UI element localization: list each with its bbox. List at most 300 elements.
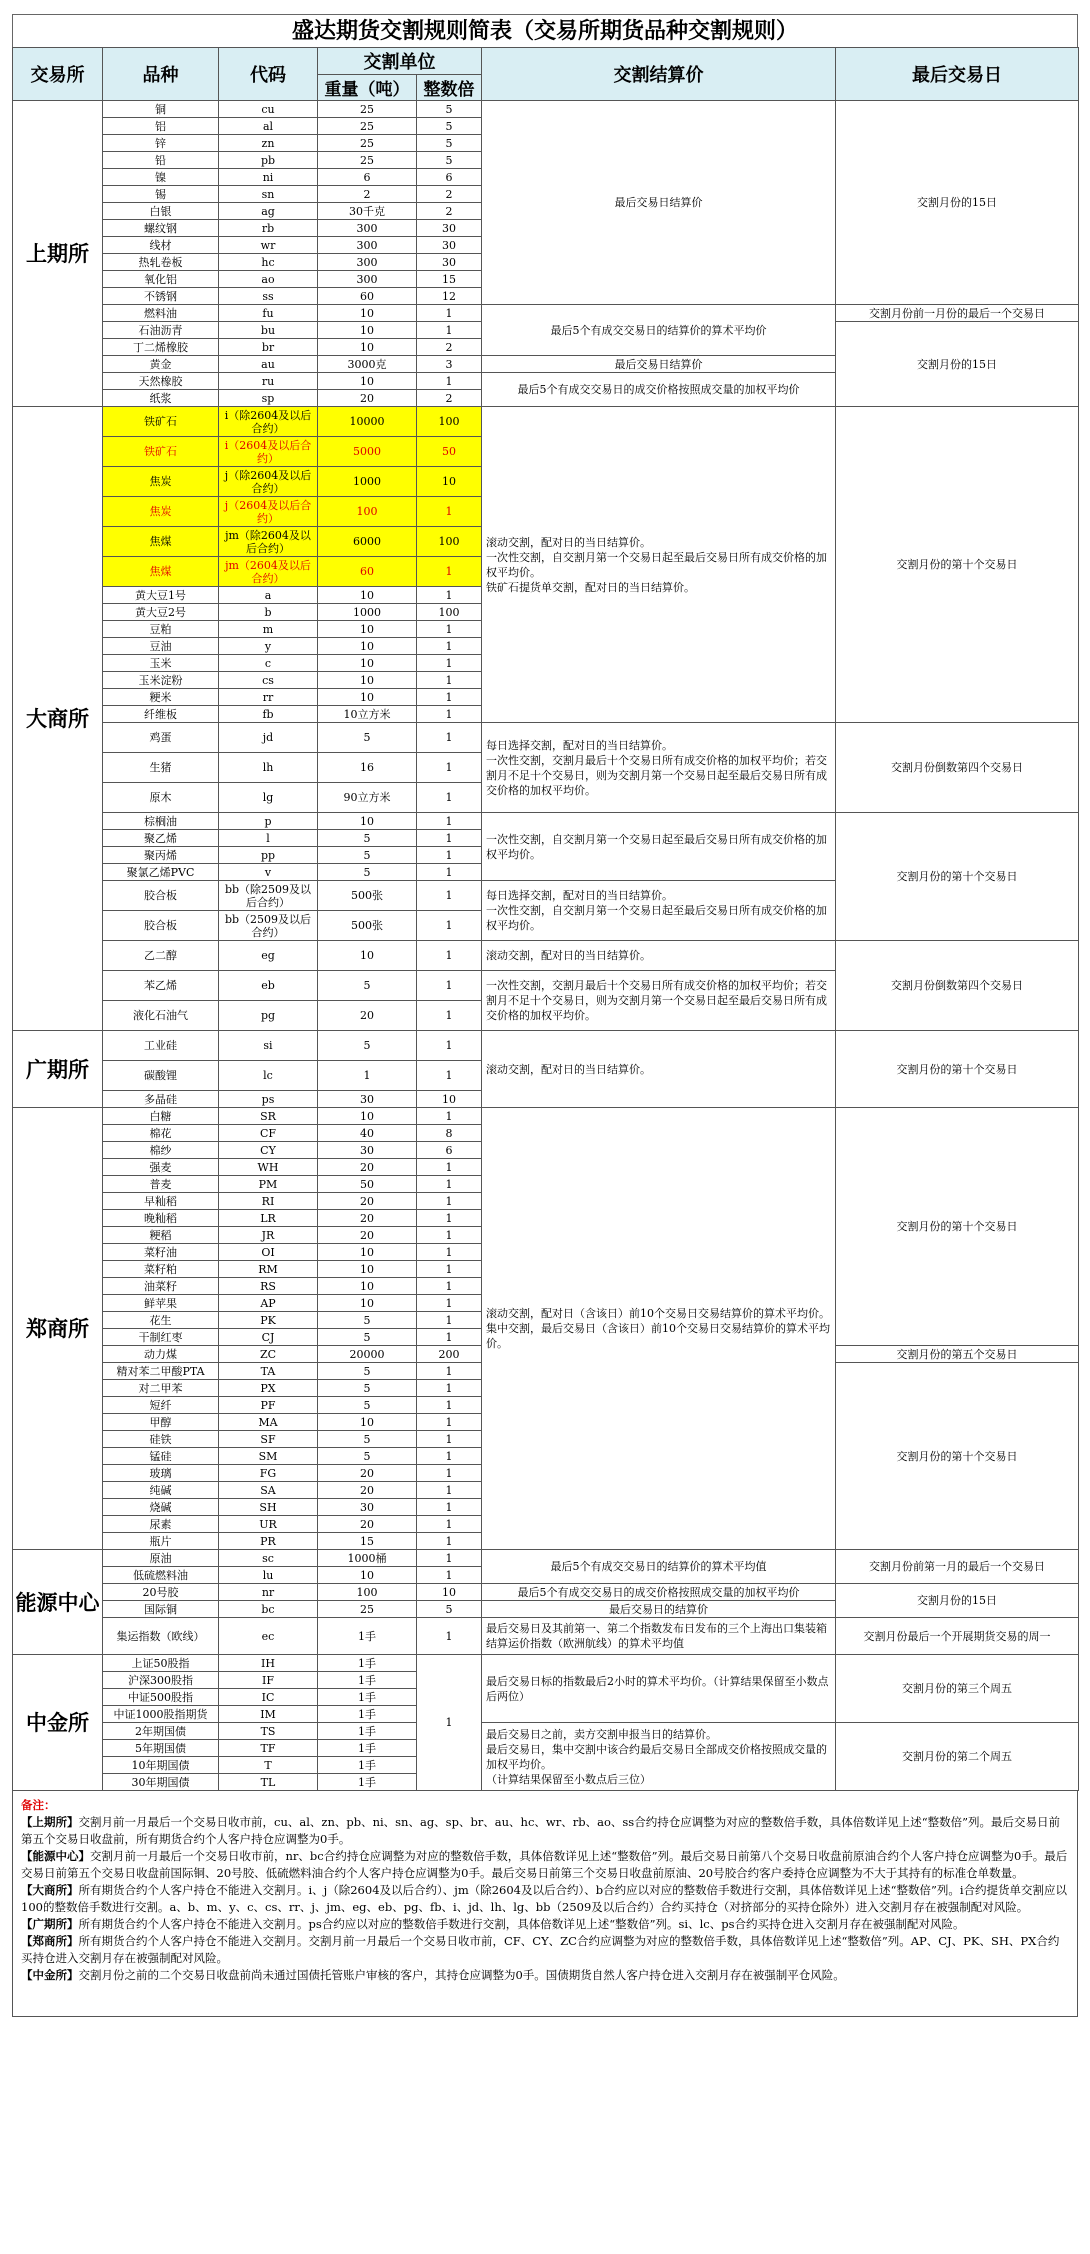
code-cell: RS (219, 1278, 318, 1295)
variety-cell: 焦炭 (103, 497, 219, 527)
note-tag: 【中金所】 (21, 1968, 79, 1982)
variety-cell: 20号胶 (103, 1584, 219, 1601)
multiple-cell: 1 (417, 1499, 482, 1516)
weight-cell: 300 (318, 220, 417, 237)
variety-cell: 螺纹钢 (103, 220, 219, 237)
note-text: 交割月份之前的二个交易日收盘前尚未通过国债托管账户审核的客户，其持仓应调整为0手。国债期货自然人客户持仓进入交割月存在被强制平仓风险。 (78, 1968, 845, 1982)
code-cell: ps (219, 1091, 318, 1108)
code-cell: br (219, 339, 318, 356)
weight-cell: 300 (318, 254, 417, 271)
code-cell: j（除2604及以后合约） (219, 467, 318, 497)
variety-cell: 纯碱 (103, 1482, 219, 1499)
multiple-cell: 1 (417, 655, 482, 672)
weight-cell: 5 (318, 1448, 417, 1465)
weight-cell: 500张 (318, 911, 417, 941)
variety-cell: 黄大豆1号 (103, 587, 219, 604)
price-cell: 滚动交割，配对日的当日结算价。 一次性交割，自交割月第一个交易日起至最后交易日所有成交价格的加权平均价。 铁矿石提货单交割，配对日的当日结算价。 (482, 407, 836, 723)
exchange-ine: 能源中心 (13, 1550, 103, 1655)
multiple-cell: 1 (417, 830, 482, 847)
code-cell: TA (219, 1363, 318, 1380)
price-cell: 一次性交割，自交割月第一个交易日起至最后交易日所有成交价格的加权平均价。 (482, 813, 836, 881)
multiple-cell: 100 (417, 604, 482, 621)
multiple-cell: 15 (417, 271, 482, 288)
multiple-cell: 1 (417, 1210, 482, 1227)
exchange-dce: 大商所 (13, 407, 103, 1031)
weight-cell: 25 (318, 101, 417, 118)
lastday-cell: 交割月份倒数第四个交易日 (836, 941, 1079, 1031)
note-text: 所有期货合约个人客户持仓不能进入交割月。交割月前一月最后一个交易日收市前，CF、CY、ZC合约应调整为对应的整数倍手数，具体倍数详见上述“整数倍”列。AP、CJ、PK、SH、PX合约买持仓进入交割月存在被强制配对风险。 (21, 1934, 1060, 1965)
weight-cell: 6000 (318, 527, 417, 557)
code-cell: PF (219, 1397, 318, 1414)
weight-cell: 5 (318, 971, 417, 1001)
variety-cell: 粳稻 (103, 1227, 219, 1244)
lastday-cell: 交割月份倒数第四个交易日 (836, 723, 1079, 813)
variety-cell: 中证1000股指期货 (103, 1706, 219, 1723)
weight-cell: 30 (318, 1091, 417, 1108)
table-row (13, 1723, 1079, 1740)
multiple-cell: 1 (417, 1380, 482, 1397)
code-cell: OI (219, 1244, 318, 1261)
weight-cell: 10 (318, 1108, 417, 1125)
multiple-cell: 1 (417, 864, 482, 881)
multiple-cell: 1 (417, 1550, 482, 1567)
variety-cell: 尿素 (103, 1516, 219, 1533)
variety-cell: 集运指数（欧线） (103, 1618, 219, 1655)
header-price: 交割结算价 (482, 48, 836, 101)
weight-cell: 16 (318, 753, 417, 783)
code-cell: lu (219, 1567, 318, 1584)
weight-cell: 5 (318, 1329, 417, 1346)
price-cell: 一次性交割，交割月最后十个交易日所有成交价格的加权平均价；若交割月不足十个交易日，则为交割月第一个交易日起至最后交易日所有成交价格的加权平均价。 (482, 971, 836, 1031)
variety-cell: 聚氯乙烯PVC (103, 864, 219, 881)
multiple-cell: 2 (417, 390, 482, 407)
variety-cell: 碳酸锂 (103, 1061, 219, 1091)
weight-cell: 5 (318, 1380, 417, 1397)
code-cell: CF (219, 1125, 318, 1142)
variety-cell: 玉米淀粉 (103, 672, 219, 689)
weight-cell: 30千克 (318, 203, 417, 220)
weight-cell: 20 (318, 1465, 417, 1482)
weight-cell: 5 (318, 723, 417, 753)
table-row (13, 305, 1079, 322)
notes-list (21, 1814, 1069, 1984)
variety-cell: 黄大豆2号 (103, 604, 219, 621)
weight-cell: 1000桶 (318, 1550, 417, 1567)
lastday-cell: 交割月份的第二个周五 (836, 1723, 1079, 1791)
weight-cell: 10 (318, 638, 417, 655)
table-row (13, 941, 1079, 971)
code-cell: y (219, 638, 318, 655)
multiple-cell: 1 (417, 847, 482, 864)
lastday-cell: 交割月份的15日 (836, 1584, 1079, 1618)
weight-cell: 20 (318, 1482, 417, 1499)
multiple-cell: 30 (417, 254, 482, 271)
multiple-cell: 6 (417, 1142, 482, 1159)
weight-cell: 5 (318, 1363, 417, 1380)
variety-cell: 低硫燃料油 (103, 1567, 219, 1584)
multiple-cell: 12 (417, 288, 482, 305)
code-cell: PM (219, 1176, 318, 1193)
variety-cell: 强麦 (103, 1159, 219, 1176)
variety-cell: 对二甲苯 (103, 1380, 219, 1397)
price-cell: 每日选择交割，配对日的当日结算价。 一次性交割，自交割月第一个交易日起至最后交易日所有成交价格的加权平均价。 (482, 881, 836, 941)
code-cell: jm（2604及以后合约） (219, 557, 318, 587)
variety-cell: 铅 (103, 152, 219, 169)
exchange-czce: 郑商所 (13, 1108, 103, 1550)
code-cell: bb（除2509及以后合约） (219, 881, 318, 911)
weight-cell: 1000 (318, 604, 417, 621)
lastday-cell: 交割月份的第十个交易日 (836, 407, 1079, 723)
note-tag: 【广期所】 (21, 1917, 79, 1931)
variety-cell: 棉纱 (103, 1142, 219, 1159)
table-row (13, 813, 1079, 830)
price-cell: 滚动交割，配对日（含该日）前10个交易日交易结算价的算术平均价。 集中交割，最后交易日（含该日）前10个交易日交易结算价的算术平均价。 (482, 1108, 836, 1550)
multiple-cell: 1 (417, 1061, 482, 1091)
weight-cell: 10 (318, 1261, 417, 1278)
variety-cell: 焦炭 (103, 467, 219, 497)
variety-cell: 燃料油 (103, 305, 219, 322)
code-cell: cs (219, 672, 318, 689)
code-cell: PX (219, 1380, 318, 1397)
code-cell: fb (219, 706, 318, 723)
code-cell: RI (219, 1193, 318, 1210)
multiple-cell: 2 (417, 339, 482, 356)
variety-cell: 液化石油气 (103, 1001, 219, 1031)
weight-cell: 25 (318, 1601, 417, 1618)
code-cell: lc (219, 1061, 318, 1091)
weight-cell: 1手 (318, 1655, 417, 1672)
code-cell: a (219, 587, 318, 604)
weight-cell: 2 (318, 186, 417, 203)
multiple-cell: 1 (417, 1176, 482, 1193)
weight-cell: 100 (318, 497, 417, 527)
code-cell: RM (219, 1261, 318, 1278)
header-lastday: 最后交易日 (836, 48, 1079, 101)
variety-cell: 聚乙烯 (103, 830, 219, 847)
multiple-cell: 8 (417, 1125, 482, 1142)
code-cell: SA (219, 1482, 318, 1499)
note-line (21, 1967, 1069, 1984)
code-cell: wr (219, 237, 318, 254)
multiple-cell: 1 (417, 1001, 482, 1031)
multiple-cell: 1 (417, 911, 482, 941)
weight-cell: 10 (318, 373, 417, 390)
code-cell: i（2604及以后合约） (219, 437, 318, 467)
code-cell: lh (219, 753, 318, 783)
note-text: 所有期货合约个人客户持仓不能进入交割月。i、j（除2604及以后合约）、jm（除2604及以后合约）、b合约应以对应的整数倍手数进行交割，具体倍数详见上述“整数倍”列。i合约提货单交割应以100的整数倍手数进行交割。a、b、m、y、c、cs、rr、j、jm、eg、eb、pg、fb、i、jd、lh、lg、bb（2509及以后合约）合约买持仓（对挤部分的买持仓除外）进入交割月存在被强制配对风险。 (21, 1883, 1068, 1914)
lastday-cell: 交割月份前一月份的最后一个交易日 (836, 305, 1079, 322)
weight-cell: 10 (318, 305, 417, 322)
lastday-cell: 交割月份的15日 (836, 322, 1079, 407)
code-cell: ni (219, 169, 318, 186)
table-row (13, 101, 1079, 118)
weight-cell: 1手 (318, 1774, 417, 1791)
variety-cell: 锰硅 (103, 1448, 219, 1465)
multiple-cell: 1 (417, 621, 482, 638)
weight-cell: 1手 (318, 1757, 417, 1774)
code-cell: hc (219, 254, 318, 271)
weight-cell: 1000 (318, 467, 417, 497)
weight-cell: 25 (318, 118, 417, 135)
table-row (13, 1550, 1079, 1567)
variety-cell: 纸浆 (103, 390, 219, 407)
variety-cell: 普麦 (103, 1176, 219, 1193)
weight-cell: 10 (318, 655, 417, 672)
multiple-cell: 1 (417, 1567, 482, 1584)
code-cell: ru (219, 373, 318, 390)
page-title: 盛达期货交割规则简表（交易所期货品种交割规则） (12, 14, 1078, 47)
multiple-cell: 1 (417, 1244, 482, 1261)
code-cell: rr (219, 689, 318, 706)
weight-cell: 5 (318, 830, 417, 847)
variety-cell: 胶合板 (103, 881, 219, 911)
note-tag: 【上期所】 (21, 1815, 79, 1829)
weight-cell: 20 (318, 1516, 417, 1533)
header-code: 代码 (219, 48, 318, 101)
multiple-cell: 10 (417, 467, 482, 497)
code-cell: ao (219, 271, 318, 288)
lastday-cell: 交割月份的第十个交易日 (836, 1108, 1079, 1346)
weight-cell: 1手 (318, 1740, 417, 1757)
variety-cell: 丁二烯橡胶 (103, 339, 219, 356)
multiple-cell: 1 (417, 1448, 482, 1465)
code-cell: l (219, 830, 318, 847)
multiple-cell: 1 (417, 373, 482, 390)
multiple-cell: 1 (417, 305, 482, 322)
weight-cell: 20000 (318, 1346, 417, 1363)
variety-cell: 工业硅 (103, 1031, 219, 1061)
note-line (21, 1882, 1069, 1916)
weight-cell: 500张 (318, 881, 417, 911)
multiple-cell: 1 (417, 1227, 482, 1244)
weight-cell: 10 (318, 322, 417, 339)
lastday-cell: 交割月份的第五个交易日 (836, 1346, 1079, 1363)
table-row (13, 1655, 1079, 1672)
multiple-cell: 1 (417, 723, 482, 753)
code-cell: IM (219, 1706, 318, 1723)
code-cell: nr (219, 1584, 318, 1601)
weight-cell: 1 (318, 1061, 417, 1091)
price-cell: 滚动交割，配对日的当日结算价。 (482, 1031, 836, 1108)
code-cell: ss (219, 288, 318, 305)
multiple-cell: 1 (417, 971, 482, 1001)
variety-cell: 氧化铝 (103, 271, 219, 288)
code-cell: SM (219, 1448, 318, 1465)
code-cell: c (219, 655, 318, 672)
exchange-cffex: 中金所 (13, 1655, 103, 1791)
weight-cell: 5 (318, 1031, 417, 1061)
lastday-cell: 交割月份的第三个周五 (836, 1655, 1079, 1723)
code-cell: PK (219, 1312, 318, 1329)
variety-cell: 乙二醇 (103, 941, 219, 971)
weight-cell: 3000克 (318, 356, 417, 373)
note-tag: 【能源中心】 (21, 1849, 90, 1863)
code-cell: sp (219, 390, 318, 407)
price-cell: 最后交易日标的指数最后2小时的算术平均价。（计算结果保留至小数点后两位） (482, 1655, 836, 1723)
notes-heading: 备注： (21, 1798, 56, 1812)
exchange-gfex: 广期所 (13, 1031, 103, 1108)
variety-cell: 热轧卷板 (103, 254, 219, 271)
variety-cell: 干制红枣 (103, 1329, 219, 1346)
variety-cell: 白银 (103, 203, 219, 220)
variety-cell: 白糖 (103, 1108, 219, 1125)
code-cell: UR (219, 1516, 318, 1533)
code-cell: p (219, 813, 318, 830)
variety-cell: 胶合板 (103, 911, 219, 941)
variety-cell: 生猪 (103, 753, 219, 783)
note-line (21, 1916, 1069, 1933)
weight-cell: 30 (318, 1142, 417, 1159)
multiple-cell: 1 (417, 1108, 482, 1125)
variety-cell: 多晶硅 (103, 1091, 219, 1108)
weight-cell: 300 (318, 237, 417, 254)
variety-cell: 中证500股指 (103, 1689, 219, 1706)
weight-cell: 20 (318, 1159, 417, 1176)
weight-cell: 5 (318, 847, 417, 864)
multiple-cell: 50 (417, 437, 482, 467)
table-row (13, 723, 1079, 753)
multiple-cell: 1 (417, 881, 482, 911)
variety-cell: 粳米 (103, 689, 219, 706)
note-tag: 【郑商所】 (21, 1934, 79, 1948)
weight-cell: 30 (318, 1499, 417, 1516)
header-variety: 品种 (103, 48, 219, 101)
code-cell: IF (219, 1672, 318, 1689)
code-cell: jm（除2604及以后合约） (219, 527, 318, 557)
multiple-cell: 1 (417, 1193, 482, 1210)
multiple-cell: 1 (417, 813, 482, 830)
code-cell: sc (219, 1550, 318, 1567)
multiple-cell: 1 (417, 638, 482, 655)
multiple-cell: 1 (417, 1295, 482, 1312)
weight-cell: 300 (318, 271, 417, 288)
multiple-cell: 1 (417, 587, 482, 604)
code-cell: jd (219, 723, 318, 753)
variety-cell: 2年期国债 (103, 1723, 219, 1740)
multiple-cell: 1 (417, 322, 482, 339)
multiple-cell: 1 (417, 689, 482, 706)
variety-cell: 菜籽油 (103, 1244, 219, 1261)
code-cell: rb (219, 220, 318, 237)
code-cell: j（2604及以后合约） (219, 497, 318, 527)
multiple-cell: 10 (417, 1584, 482, 1601)
weight-cell: 10 (318, 587, 417, 604)
price-cell: 最后交易日及其前第一、第二个指数发布日发布的三个上海出口集装箱结算运价指数（欧洲航线）的算术平均值 (482, 1618, 836, 1655)
code-cell: WH (219, 1159, 318, 1176)
code-cell: eg (219, 941, 318, 971)
table-row (13, 1108, 1079, 1125)
weight-cell: 10 (318, 1244, 417, 1261)
code-cell: AP (219, 1295, 318, 1312)
table-row (13, 407, 1079, 437)
weight-cell: 90立方米 (318, 783, 417, 813)
price-cell: 最后5个有成交交易日的成交价格按照成交量的加权平均价 (482, 373, 836, 407)
code-cell: b (219, 604, 318, 621)
lastday-cell: 交割月份最后一个开展期货交易的周一 (836, 1618, 1079, 1655)
weight-cell: 20 (318, 1001, 417, 1031)
weight-cell: 50 (318, 1176, 417, 1193)
weight-cell: 10 (318, 672, 417, 689)
variety-cell: 动力煤 (103, 1346, 219, 1363)
variety-cell: 纤维板 (103, 706, 219, 723)
code-cell: MA (219, 1414, 318, 1431)
lastday-cell: 交割月份的第十个交易日 (836, 813, 1079, 941)
multiple-cell: 1 (417, 1655, 482, 1791)
variety-cell: 铁矿石 (103, 437, 219, 467)
variety-cell: 铜 (103, 101, 219, 118)
code-cell: ZC (219, 1346, 318, 1363)
weight-cell: 60 (318, 557, 417, 587)
header-weight: 重量（吨） (318, 75, 417, 101)
weight-cell: 20 (318, 1210, 417, 1227)
code-cell: i（除2604及以后合约） (219, 407, 318, 437)
multiple-cell: 1 (417, 1533, 482, 1550)
multiple-cell: 1 (417, 1618, 482, 1655)
variety-cell: 10年期国债 (103, 1757, 219, 1774)
multiple-cell: 1 (417, 1414, 482, 1431)
variety-cell: 天然橡胶 (103, 373, 219, 390)
code-cell: CJ (219, 1329, 318, 1346)
code-cell: SR (219, 1108, 318, 1125)
price-cell: 最后交易日结算价 (482, 356, 836, 373)
variety-cell: 豆粕 (103, 621, 219, 638)
code-cell: IH (219, 1655, 318, 1672)
rules-table (12, 47, 1079, 1791)
multiple-cell: 1 (417, 1261, 482, 1278)
weight-cell: 60 (318, 288, 417, 305)
variety-cell: 晚籼稻 (103, 1210, 219, 1227)
code-cell: T (219, 1757, 318, 1774)
price-cell: 最后交易日之前，卖方交割申报当日的结算价。 最后交易日，集中交割中该合约最后交易日全部成交价格按照成交量的加权平均价。 （计算结果保留至小数点后三位） (482, 1723, 836, 1791)
multiple-cell: 1 (417, 672, 482, 689)
variety-cell: 鲜苹果 (103, 1295, 219, 1312)
weight-cell: 20 (318, 390, 417, 407)
weight-cell: 10 (318, 621, 417, 638)
variety-cell: 铝 (103, 118, 219, 135)
lastday-cell: 交割月份的第十个交易日 (836, 1031, 1079, 1108)
variety-cell: 聚丙烯 (103, 847, 219, 864)
multiple-cell: 1 (417, 1278, 482, 1295)
code-cell: PR (219, 1533, 318, 1550)
code-cell: si (219, 1031, 318, 1061)
variety-cell: 沪深300股指 (103, 1672, 219, 1689)
weight-cell: 25 (318, 135, 417, 152)
weight-cell: 10 (318, 813, 417, 830)
price-cell: 最后交易日结算价 (482, 101, 836, 305)
variety-cell: 花生 (103, 1312, 219, 1329)
multiple-cell: 1 (417, 1516, 482, 1533)
weight-cell: 5 (318, 1312, 417, 1329)
code-cell: TF (219, 1740, 318, 1757)
note-text: 交割月前一月最后一个交易日收市前，cu、al、zn、pb、ni、sn、ag、sp、br、au、hc、wr、rb、ao、ss合约持仓应调整为对应的整数倍手数，具体倍数详见上述“整数倍”列。最后交易日前第五个交易日收盘前，所有期货合约个人客户持仓应调整为0手。 (21, 1815, 1060, 1846)
multiple-cell: 1 (417, 1312, 482, 1329)
variety-cell: 铁矿石 (103, 407, 219, 437)
variety-cell: 鸡蛋 (103, 723, 219, 753)
price-cell: 每日选择交割，配对日的当日结算价。 一次性交割，交割月最后十个交易日所有成交价格的加权平均价；若交割月不足十个交易日，则为交割月第一个交易日起至最后交易日所有成交价格的加权平均价。 (482, 723, 836, 813)
variety-cell: 菜籽粕 (103, 1261, 219, 1278)
multiple-cell: 1 (417, 783, 482, 813)
multiple-cell: 1 (417, 1482, 482, 1499)
weight-cell: 20 (318, 1227, 417, 1244)
variety-cell: 油菜籽 (103, 1278, 219, 1295)
variety-cell: 上证50股指 (103, 1655, 219, 1672)
weight-cell: 1手 (318, 1706, 417, 1723)
code-cell: SH (219, 1499, 318, 1516)
lastday-cell: 交割月份前第一月的最后一个交易日 (836, 1550, 1079, 1584)
multiple-cell: 1 (417, 1159, 482, 1176)
multiple-cell: 6 (417, 169, 482, 186)
lastday-cell: 交割月份的15日 (836, 101, 1079, 305)
